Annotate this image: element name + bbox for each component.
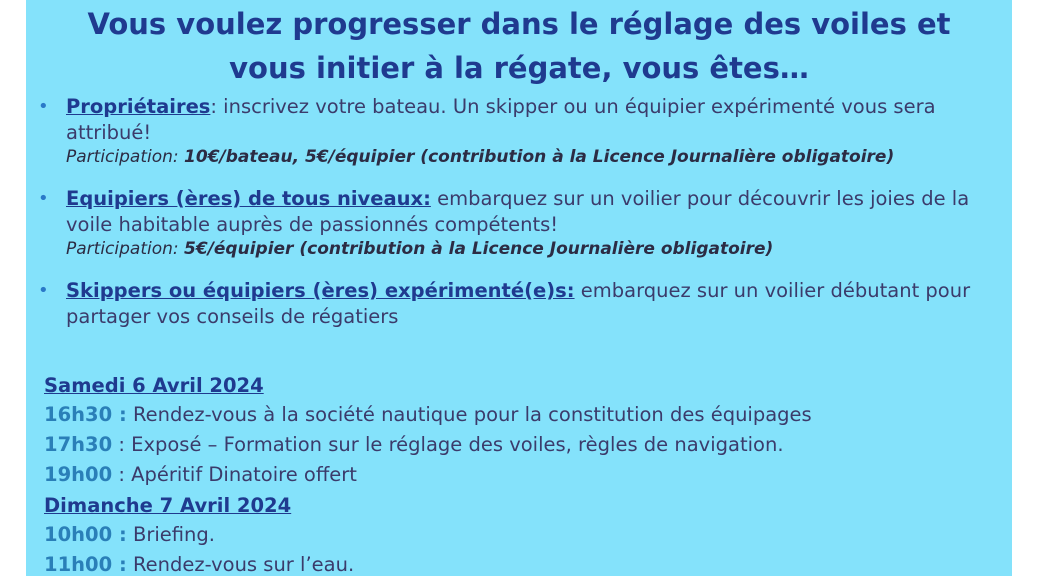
desc-crew: embarquez sur un voilier pour découvrir les joies de la voile habitable auprès de passionnés compétents! [66,187,970,236]
schedule-item: 17h30 : Exposé – Formation sur le réglage des voiles, règles de navigation. [44,433,784,456]
page-title [0,2,1038,90]
participation-owners: Participation: 10€/bateau, 5€/équipier (contribution à la Licence Journalière obligatoire) [66,147,895,167]
desc-owners: : inscrivez votre bateau. Un skipper ou un équipier expérimenté vous sera attribué! [66,95,936,144]
day-heading-saturday: Samedi 6 Avril 2024 [44,374,264,397]
term-crew: Equipiers (ères) de tous niveaux: [66,187,431,210]
bullet-dot-icon: • [38,280,49,301]
list-item-owners [38,94,998,168]
audience-list [38,94,998,348]
term-skippers: Skippers ou équipiers (ères) expérimenté(e)s: [66,279,575,302]
title-line-1: Vous voulez progresser dans le réglage des voiles et [87,7,951,41]
bullet-dot-icon: • [38,96,49,117]
desc-skippers: embarquez sur un voilier débutant pour partager vos conseils de régatiers [66,279,971,328]
schedule-item: 19h00 : Apéritif Dinatoire offert [44,463,357,486]
schedule [44,372,1004,580]
title-line-2: vous initier à la régate, vous êtes… [229,51,809,85]
participation-crew: Participation: 5€/équipier (contribution à la Licence Journalière obligatoire) [66,239,774,259]
schedule-item: 11h00 : Rendez-vous sur l’eau. [44,553,355,576]
list-item-crew [38,186,998,260]
schedule-item: 16h30 : Rendez-vous à la société nautique pour la constitution des équipages [44,403,812,426]
schedule-item: 10h00 : Briefing. [44,523,215,546]
day-heading-sunday: Dimanche 7 Avril 2024 [44,494,292,517]
list-item-skippers [38,278,998,330]
bullet-dot-icon: • [38,188,49,209]
term-owners: Propriétaires [66,95,211,118]
